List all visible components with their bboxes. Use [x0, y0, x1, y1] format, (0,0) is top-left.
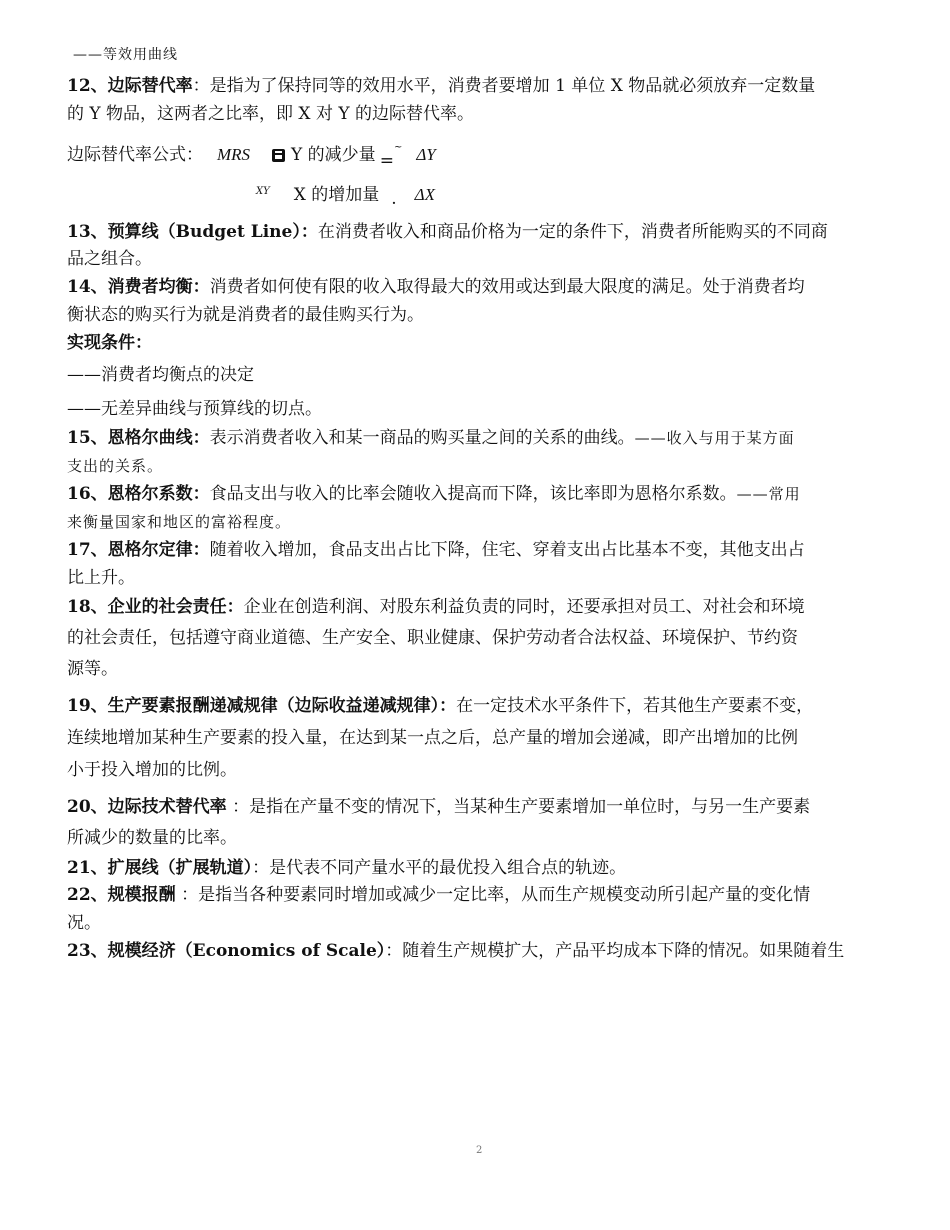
item-16-title: 16、恩格尔系数：: [67, 484, 210, 504]
item-18-title: 18、企业的社会责任：: [67, 597, 244, 617]
item-23-line-1: [67, 940, 844, 962]
formula-line-1: [67, 144, 436, 169]
formula-tilde: ~: [393, 142, 403, 153]
item-13-text-2: 品之组合。: [67, 249, 152, 269]
item-23-title: 23、规模经济（Economics of Scale）: [67, 941, 386, 961]
formula-line-2: [256, 184, 435, 209]
item-20-text-1: ：是指在产量不变的情况下，当某种生产要素增加一单位时，与另一生产要素: [226, 797, 811, 817]
item-15-line-1: [67, 427, 795, 449]
item-16-text-1: 食品支出与收入的比率会随收入提高而下降，该比率即为恩格尔系数。: [209, 484, 737, 504]
formula-label: 边际替代率公式：: [67, 145, 203, 165]
item-19-text-1: 在一定技术水平条件下，若其他生产要素不变，: [456, 696, 814, 716]
item-13-title: 13、预算线（Budget Line）：: [67, 222, 318, 242]
formula-numerator: Y 的减少量: [291, 145, 376, 165]
item-19-line-1: [67, 695, 813, 717]
item-21-title: 21、扩展线（扩展轨道）: [67, 858, 253, 878]
item-22-line-1: [67, 884, 810, 906]
item-16-text-2: 来衡量国家和地区的富裕程度。: [67, 513, 292, 531]
formula-subscript: XY: [256, 186, 270, 197]
item-18-line-1: [67, 596, 805, 618]
page-number: 2: [476, 1145, 483, 1156]
item-23-text-1: ：随着生产规模扩大，产品平均成本下降的情况。如果随着生: [385, 941, 845, 961]
formula-dot: .: [391, 189, 397, 209]
item-17-title: 17、恩格尔定律：: [67, 540, 210, 560]
formula-denominator: X 的增加量: [293, 185, 380, 205]
item-14-line-1: [67, 276, 805, 298]
item-13-line-1: [67, 221, 828, 243]
item-12-text-2: 的 Y 物品，这两者之比率，即 X 对 Y 的边际替代率。: [67, 104, 474, 124]
item-22-text-1: ：是指当各种要素同时增加或减少一定比率，从而生产规模变动所引起产量的变化情: [175, 885, 811, 905]
item-14-text-1: 消费者如何使有限的收入取得最大的效用或达到最大限度的满足。处于消费者均: [209, 277, 805, 297]
formula-operator-icon: [272, 149, 285, 162]
item-19-title: 19、生产要素报酬递减规律（边际收益递减规律）：: [67, 696, 457, 716]
item-17-line-1: [67, 539, 805, 561]
item-21-line-1: [67, 857, 626, 879]
item-22-title: 22、规模报酬: [67, 885, 176, 905]
item-20-line-1: [67, 796, 810, 818]
header-fragment: ——等效用曲线: [73, 47, 178, 63]
item-13-text-1: 在消费者收入和商品价格为一定的条件下，消费者所能购买的不同商: [317, 222, 828, 242]
item-20-title: 20、边际技术替代率: [67, 797, 227, 817]
condition-2: ——无差异曲线与预算线的切点。: [67, 399, 322, 419]
item-18-text-3: 源等。: [67, 659, 118, 679]
item-22-text-2: 况。: [67, 913, 101, 933]
item-17-text-1: 随着收入增加，食品支出占比下降，住宅、穿着支出占比基本不变，其他支出占: [209, 540, 805, 560]
formula-mrs: MRS: [217, 145, 251, 164]
item-12-title: 12、边际替代率: [67, 76, 193, 96]
item-15-text-1: 表示消费者收入和某一商品的购买量之间的关系的曲线。: [209, 428, 635, 448]
item-19-text-3: 小于投入增加的比例。: [67, 760, 237, 780]
item-18-text-1: 企业在创造利润、对股东利益负责的同时，还要承担对员工、对社会和环境: [243, 597, 805, 617]
item-15-title: 15、恩格尔曲线：: [67, 428, 210, 448]
item-20-text-2: 所减少的数量的比率。: [67, 828, 237, 848]
item-18-text-2: 的社会责任，包括遵守商业道德、生产安全、职业健康、保护劳动者合法权益、环境保护、节约资: [67, 628, 798, 648]
condition-1: ——消费者均衡点的决定: [67, 365, 254, 385]
item-12-line-1: [67, 75, 815, 97]
item-19-text-2: 连续地增加某种生产要素的投入量，在达到某一点之后，总产量的增加会递减，即产出增加的比例: [67, 728, 798, 748]
formula-equals: =: [379, 151, 394, 171]
formula-delta-x: ΔX: [414, 185, 436, 204]
item-21-text-1: ：是代表不同产量水平的最优投入组合点的轨迹。: [252, 858, 627, 878]
item-12-text-1: ：是指为了保持同等的效用水平，消费者要增加 1 单位 X 物品就必须放弃一定数量: [192, 76, 816, 96]
item-14-title: 14、消费者均衡：: [67, 277, 210, 297]
conditions-title: 实现条件：: [67, 333, 152, 353]
item-16-line-1: [67, 483, 801, 505]
item-16-text-1b: ——常用: [736, 485, 801, 503]
item-14-text-2: 衡状态的购买行为就是消费者的最佳购买行为。: [67, 305, 424, 325]
item-15-text-1b: ——收入与用于某方面: [634, 429, 795, 447]
formula-delta-y: ΔY: [416, 145, 436, 164]
item-17-text-2: 比上升。: [67, 568, 135, 588]
item-15-text-2: 支出的关系。: [67, 457, 164, 475]
